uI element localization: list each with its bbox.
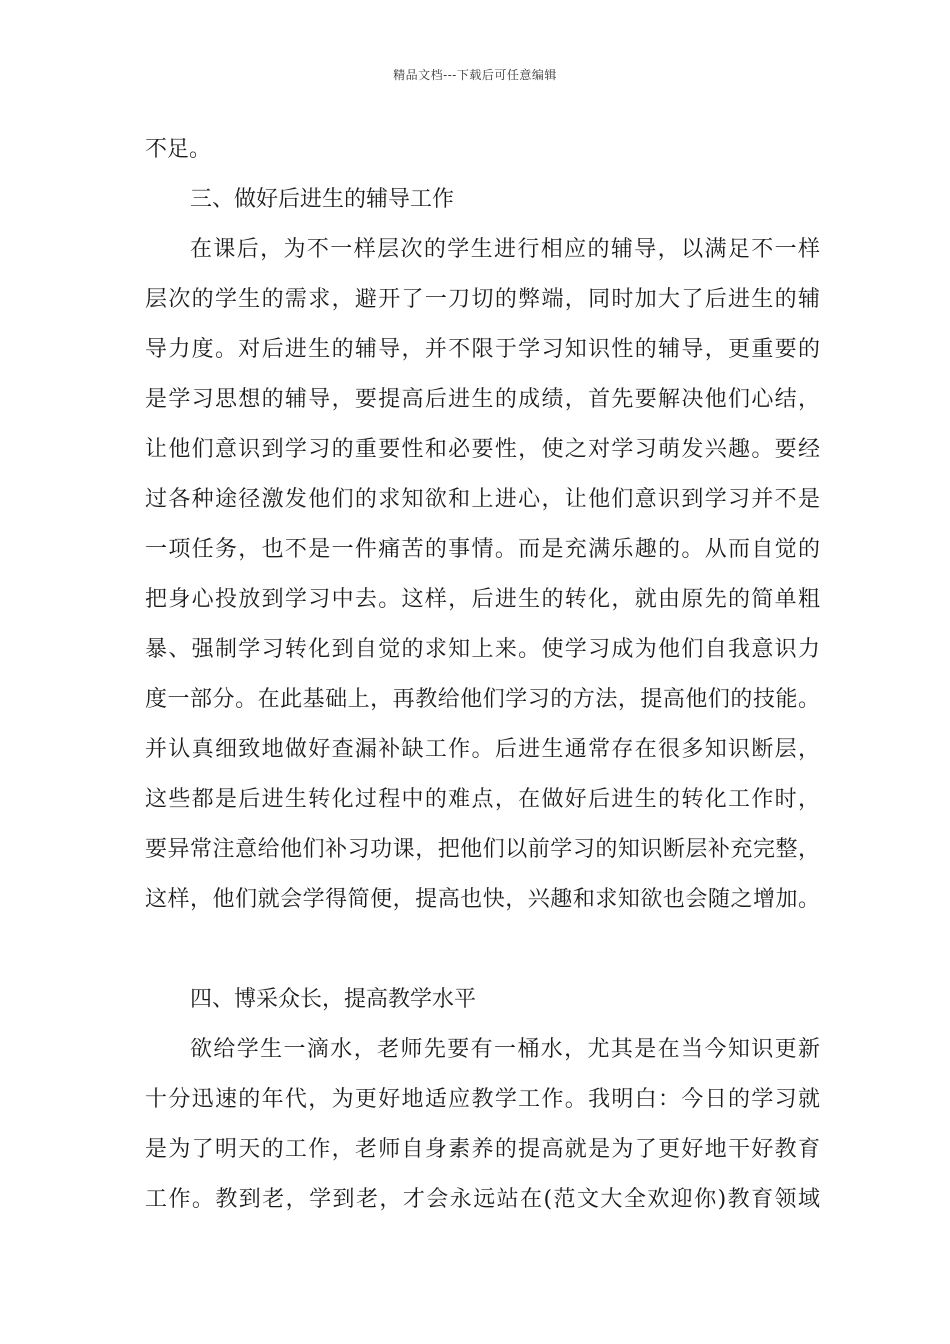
text-line: 欲给学生一滴水，老师先要有一桶水，尤其是在当今知识更新 (190, 1037, 820, 1062)
text-line: 这样，他们就会学得简便，提高也快，兴趣和求知欲也会随之增加。 (145, 887, 820, 912)
text-line: 暴、强制学习转化到自觉的求知上来。使学习成为他们自我意识力 (145, 637, 820, 662)
section-heading: 三、做好后进生的辅导工作 (190, 187, 455, 212)
text-line: 度一部分。在此基础上，再教给他们学习的方法，提高他们的技能。 (145, 687, 820, 712)
text-line: 并认真细致地做好查漏补缺工作。后进生通常存在很多知识断层， (145, 737, 820, 762)
text-line: 十分迅速的年代，为更好地适应教学工作。我明白：今日的学习就 (145, 1087, 820, 1112)
text-line: 工作。教到老，学到老，才会永远站在(范文大全欢迎你)教育领域 (145, 1187, 820, 1212)
page-header: 精品文档---下载后可任意编辑 (393, 68, 557, 82)
text-line: 是学习思想的辅导，要提高后进生的成绩，首先要解决他们心结， (145, 387, 820, 412)
text-line: 让他们意识到学习的重要性和必要性，使之对学习萌发兴趣。要经 (145, 437, 820, 462)
text-line: 层次的学生的需求，避开了一刀切的弊端，同时加大了后进生的辅 (145, 287, 820, 312)
text-line: 要异常注意给他们补习功课，把他们以前学习的知识断层补充完整， (145, 837, 820, 862)
text-line: 过各种途径激发他们的求知欲和上进心，让他们意识到学习并不是 (145, 487, 820, 512)
text-line: 不足。 (145, 137, 212, 162)
text-line: 把身心投放到学习中去。这样，后进生的转化，就由原先的简单粗 (145, 587, 820, 612)
text-line: 一项任务，也不是一件痛苦的事情。而是充满乐趣的。从而自觉的 (145, 537, 820, 562)
text-line: 在课后，为不一样层次的学生进行相应的辅导，以满足不一样 (190, 237, 820, 262)
text-line: 是为了明天的工作，老师自身素养的提高就是为了更好地干好教育 (145, 1137, 820, 1162)
text-line: 导力度。对后进生的辅导，并不限于学习知识性的辅导，更重要的 (145, 337, 820, 362)
text-line: 这些都是后进生转化过程中的难点，在做好后进生的转化工作时， (145, 787, 820, 812)
section-heading: 四、博采众长，提高教学水平 (190, 987, 477, 1012)
